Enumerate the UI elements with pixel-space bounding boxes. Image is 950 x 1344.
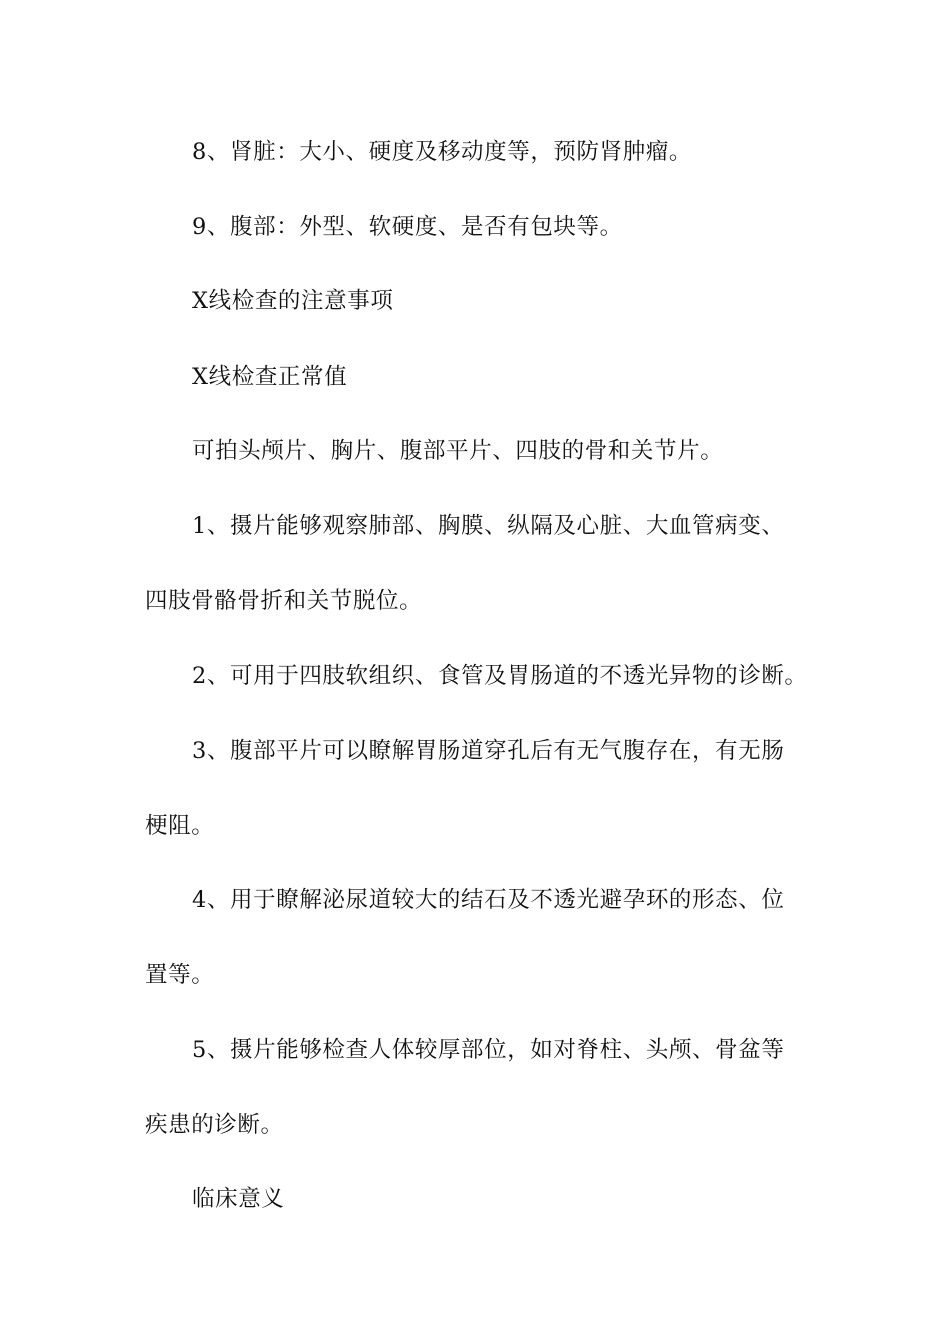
paragraph-abdomen: 9、腹部：外型、软硬度、是否有包块等。 (192, 214, 623, 240)
heading-xray-normal-values: X线检查正常值 (192, 364, 348, 390)
paragraph-item-5-line-1: 5、摄片能够检查人体较厚部位，如对脊柱、头颅、骨盆等 (192, 1037, 785, 1063)
heading-xray-precautions: X线检查的注意事项 (192, 288, 394, 314)
paragraph-item-2: 2、可用于四肢软组织、食管及胃肠道的不透光异物的诊断。 (192, 663, 808, 689)
paragraph-item-4-line-1: 4、用于瞭解泌尿道较大的结石及不透光避孕环的形态、位 (192, 887, 785, 913)
heading-clinical-significance: 临床意义 (192, 1186, 285, 1212)
paragraph-item-1-line-1: 1、摄片能够观察肺部、胸膜、纵隔及心脏、大血管病变、 (192, 513, 785, 539)
paragraph-item-1-line-2: 四肢骨骼骨折和关节脱位。 (145, 588, 423, 614)
paragraph-xray-films: 可拍头颅片、胸片、腹部平片、四肢的骨和关节片。 (192, 438, 724, 464)
paragraph-item-3-line-1: 3、腹部平片可以瞭解胃肠道穿孔后有无气腹存在，有无肠 (192, 738, 785, 764)
paragraph-item-5-line-2: 疾患的诊断。 (145, 1112, 284, 1138)
paragraph-item-4-line-2: 置等。 (145, 962, 215, 988)
paragraph-kidney: 8、肾脏：大小、硬度及移动度等，预防肾肿瘤。 (192, 139, 693, 165)
paragraph-item-3-line-2: 梗阻。 (145, 813, 215, 839)
